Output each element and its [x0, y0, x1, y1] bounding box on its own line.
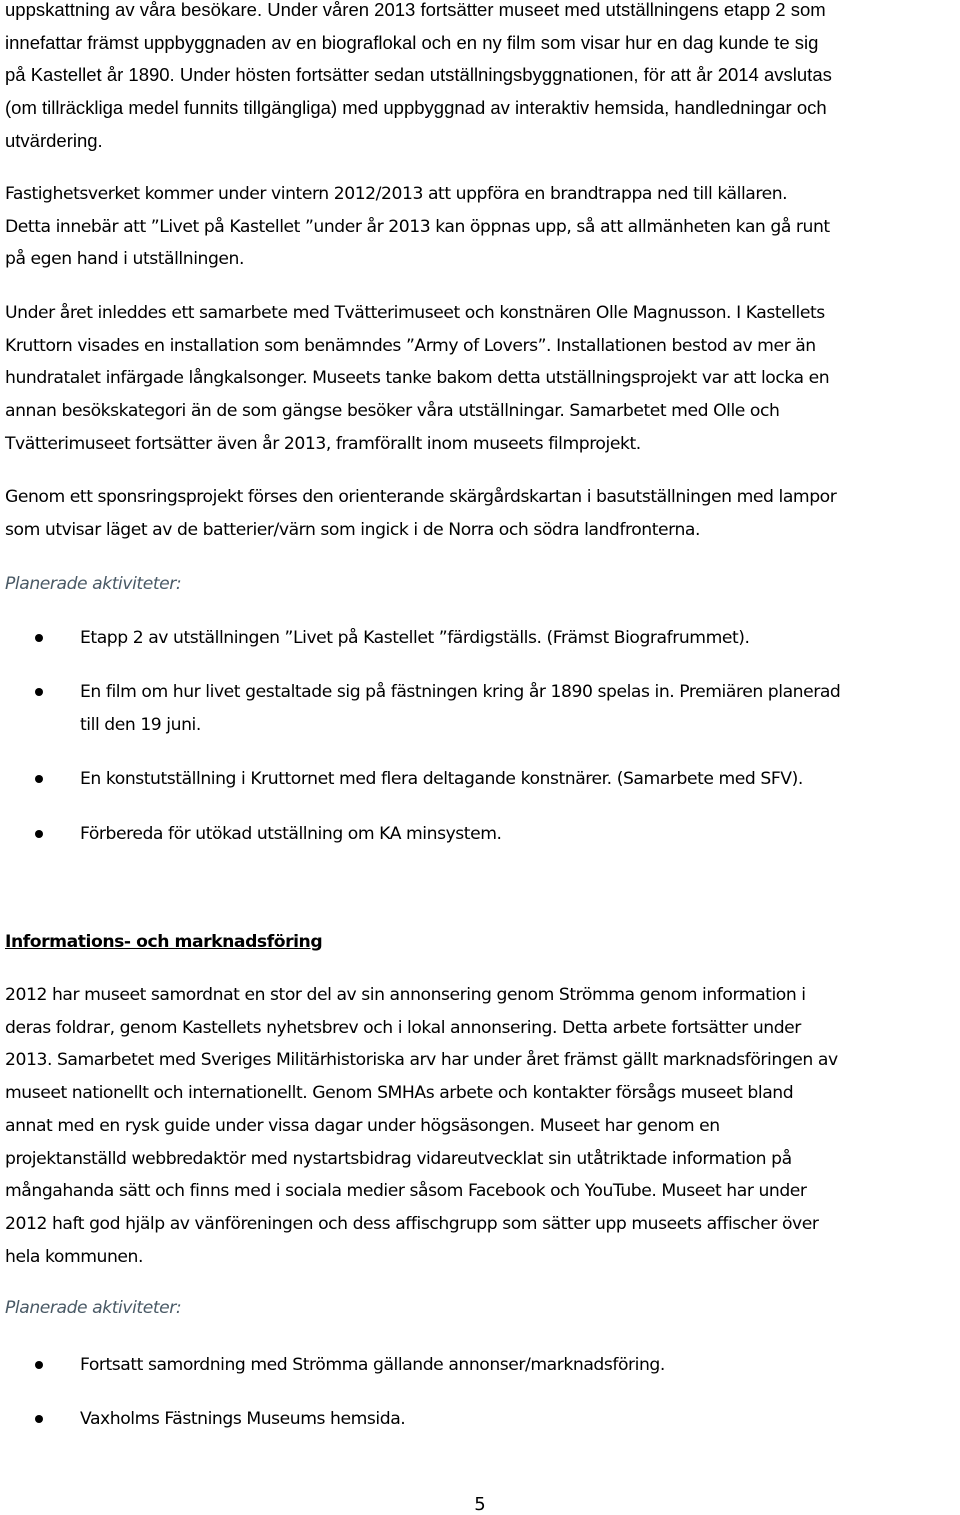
bullet-icon [35, 830, 43, 838]
text-line: Fastighetsverket kommer under vintern 2012/2013 att uppföra en brandtrappa ned till källaren. [5, 184, 788, 204]
paragraph-marketing [5, 979, 838, 1273]
text-line: uppskattning av våra besökare. Under våren 2013 fortsätter museet med utställningens etapp 2 som [5, 0, 826, 20]
text-line: Genom ett sponsringsprojekt förses den orienterande skärgårdskartan i basutställningen med lampor [5, 487, 837, 507]
text-line: 2012 har museet samordnat en stor del av sin annonsering genom Strömma genom information i [5, 985, 806, 1005]
text-line: museet nationellt och internationellt. Genom SMHAs arbete och kontakter försågs museet bland [5, 1083, 794, 1104]
text-line: mångahanda sätt och finns med i sociala medier såsom Facebook och YouTube. Museet har under [5, 1181, 807, 1202]
text-line: annat med en rysk guide under vissa dagar under högsäsongen. Museet har genom en [5, 1115, 720, 1136]
paragraph-fire-escape [5, 178, 830, 276]
list-item-text [80, 676, 840, 741]
list-item-text: Fortsatt samordning med Strömma gällande annonser/marknadsföring. [80, 1355, 665, 1375]
bullet-icon [35, 634, 43, 642]
text-line: annan besökskategori än de som gängse besöker våra utställningar. Samarbetet med Olle och [5, 401, 780, 422]
text-line: på Kastellet år 1890. Under hösten fortsätter sedan utställningsbyggnationen, för att år 2014 avslutas [5, 64, 832, 86]
bullet-icon [35, 688, 43, 696]
text-line: på egen hand i utställningen. [5, 249, 245, 270]
bullet-icon [35, 1361, 43, 1369]
text-line: deras foldrar, genom Kastellets nyhetsbrev och i lokal annonsering. Detta arbete fortsätter under [5, 1017, 801, 1038]
text-line: som utvisar läget av de batterier/värn som ingick i de Norra och södra landfronterna. [5, 519, 700, 540]
list-item-text: Etapp 2 av utställningen ”Livet på Kastellet ”färdigställs. (Främst Biografrummet). [80, 628, 750, 648]
paragraph-collaboration [5, 297, 829, 461]
heading-text: Planerade aktiviteter: [5, 574, 182, 594]
bullet-icon [35, 775, 43, 783]
text-line: utvärdering. [5, 129, 103, 151]
text-line: projektanställd webbredaktör med nystartsbidrag vidareutvecklat sin utåtriktade information på [5, 1148, 792, 1169]
text-line: 2013. Samarbetet med Sveriges Militärhistoriska arv har under året främst gällt marknadsföringen av [5, 1050, 838, 1071]
page-number: 5 [474, 1494, 486, 1515]
text-line: Tvätterimuseet fortsätter även år 2013, framförallt inom museets filmprojekt. [5, 433, 641, 454]
section-title-text: Informations- och marknadsföring [5, 932, 323, 952]
bullet-icon [35, 1415, 43, 1423]
text-line: hela kommunen. [5, 1246, 143, 1267]
text-line: hundratalet infärgade långkalsonger. Museets tanke bakom detta utställningsprojekt var att locka en [5, 368, 830, 389]
list-item-text: Förbereda för utökad utställning om KA minsystem. [80, 824, 502, 844]
text-line: till den 19 juni. [80, 714, 201, 735]
planned-activities-heading [5, 1292, 181, 1325]
text-line: 2012 haft god hjälp av vänföreningen och dess affischgrupp som sätter upp museets affischer över [5, 1213, 819, 1234]
text-line: Under året inleddes ett samarbete med Tvätterimuseet och konstnären Olle Magnusson. I Kastellets [5, 303, 825, 323]
section-title [5, 926, 322, 959]
planned-activities-heading [5, 568, 181, 601]
list-item-text: En konstutställning i Kruttornet med flera deltagande konstnärer. (Samarbete med SFV). [80, 769, 803, 789]
text-line: Detta innebär att ”Livet på Kastellet ”under år 2013 kan öppnas upp, så att allmänheten kan gå runt [5, 216, 830, 237]
text-line: Kruttorn visades en installation som benämndes ”Army of Lovers”. Installationen bestod av mer än [5, 335, 816, 356]
paragraph-exhibition-stage [5, 0, 832, 158]
list-item-text: Vaxholms Fästnings Museums hemsida. [80, 1409, 406, 1429]
heading-text: Planerade aktiviteter: [5, 1298, 182, 1318]
text-line: En film om hur livet gestaltade sig på fästningen kring år 1890 spelas in. Premiären planerad [80, 682, 841, 702]
text-line: (om tillräckliga medel funnits tillgängliga) med uppbyggnad av interaktiv hemsida, handledningar och [5, 97, 827, 119]
paragraph-sponsorship [5, 481, 836, 546]
text-line: innefattar främst uppbyggnaden av en biograflokal och en ny film som visar hur en dag kunde te sig [5, 31, 819, 53]
